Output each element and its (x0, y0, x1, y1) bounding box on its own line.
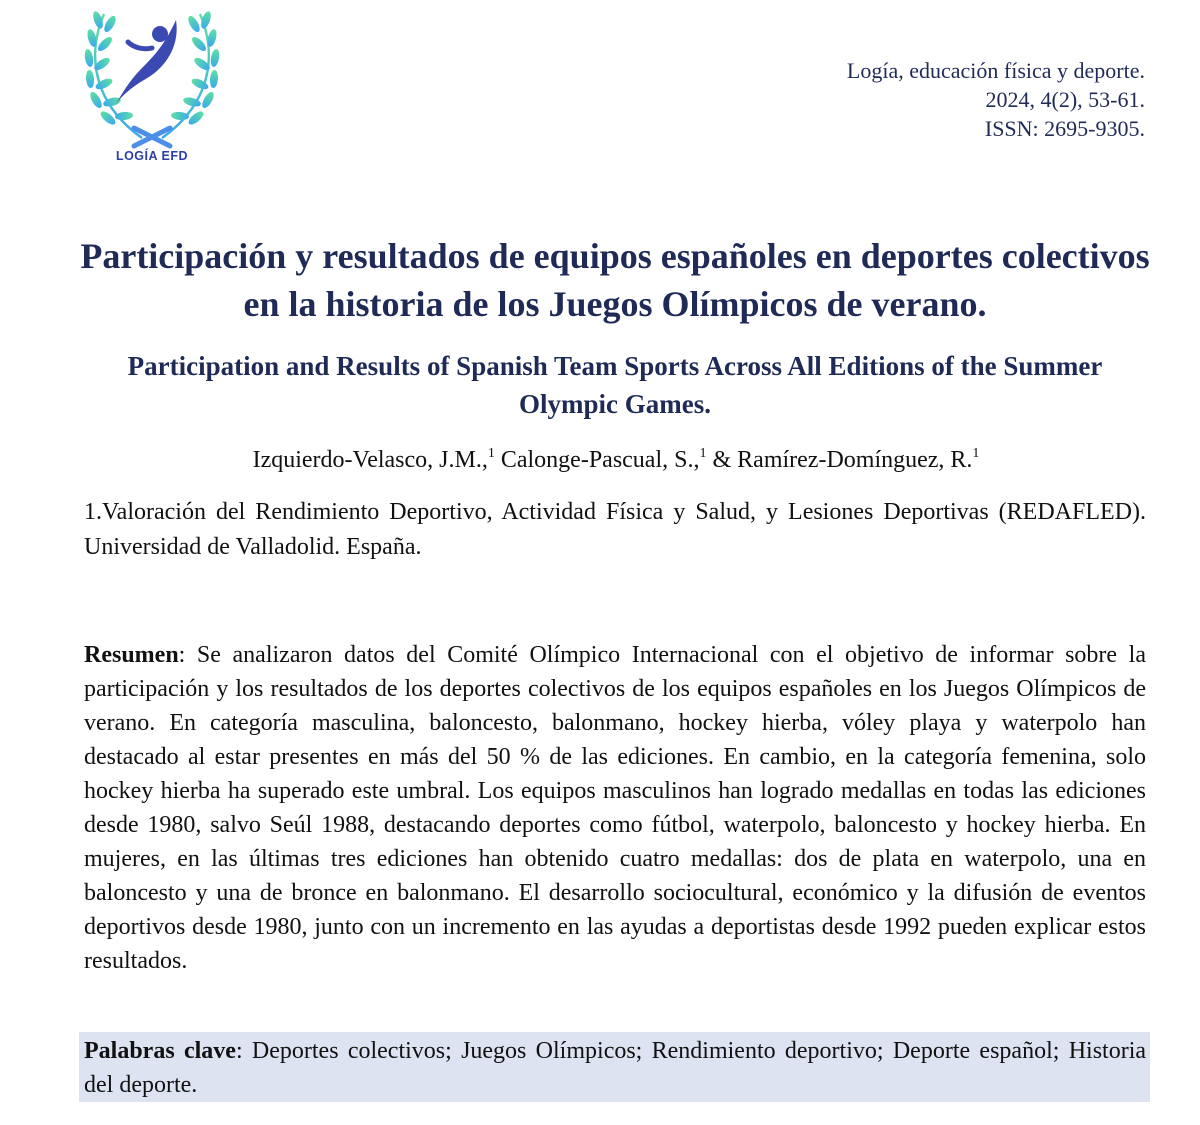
author-name: Calonge-Pascual, S., (500, 447, 700, 473)
abstract-label: Resumen (84, 642, 179, 668)
journal-info (847, 56, 1145, 143)
keywords-box (79, 1032, 1150, 1102)
abstract (84, 638, 1146, 978)
author-name: Izquierdo-Velasco, J.M., (252, 447, 488, 473)
keywords-text: : Deportes colectivos; Juegos Olímpicos; Rendimiento deportivo; Deporte español; Historia del deporte. (84, 1038, 1147, 1098)
article-title: Participación y resultados de equipos españoles en deportes colectivos en la historia de los Juegos Olímpicos de verano. (80, 236, 1150, 324)
journal-logo (82, 6, 222, 166)
author-affiliation-mark: 1 (972, 446, 980, 461)
laurel-figure-icon (82, 6, 222, 151)
logo-text: LOGÍA EFD (115, 149, 189, 163)
affiliation: 1.Valoración del Rendimiento Deportivo, Actividad Física y Salud, y Lesiones Deportivas (REDAFLED). Universidad de Valladolid. España. (84, 499, 1146, 560)
keywords-label: Palabras clave (84, 1038, 236, 1064)
journal-issn: ISSN: 2695-9305. (984, 116, 1145, 141)
abstract-text: : Se analizaron datos del Comité Olímpico Internacional con el objetivo de informar sobre la participación y los resultados de los deportes colectivos de los equipos españoles en los Juegos Olímpicos de verano. En categoría masculina, baloncesto, balonmano, hockey hierba, vóley playa y waterpolo han destacado al estar presentes en más del 50 % de las ediciones. En cambio, en la categoría femenina, solo hockey hierba ha superado este umbral. Los equipos masculinos han logrado medallas en todas las ediciones desde 1980, salvo Seúl 1988, destacando deportes como fútbol, waterpolo, baloncesto y hockey hierba. En mujeres, en las últimas tres ediciones han obtenido cuatro medallas: dos de plata en waterpolo, una en baloncesto y una de bronce en balonmano. El desarrollo sociocultural, económico y la difusión de eventos deportivos desde 1980, junto con un incremento en las ayudas a deportistas desde 1992 pueden explicar estos resultados. (84, 642, 1146, 974)
article-subtitle: Participation and Results of Spanish Team Sports Across All Editions of the Summer Olympic Games. (127, 351, 1103, 419)
author-affiliation-mark: 1 (487, 446, 495, 461)
author-name: & Ramírez-Domínguez, R. (712, 447, 973, 473)
journal-name: Logía, educación física y deporte. (846, 58, 1145, 83)
author-affiliation-mark: 1 (699, 446, 707, 461)
journal-volume-pages: 2024, 4(2), 53-61. (985, 87, 1145, 112)
author-list (0, 443, 1200, 477)
keywords (84, 1034, 1146, 1102)
